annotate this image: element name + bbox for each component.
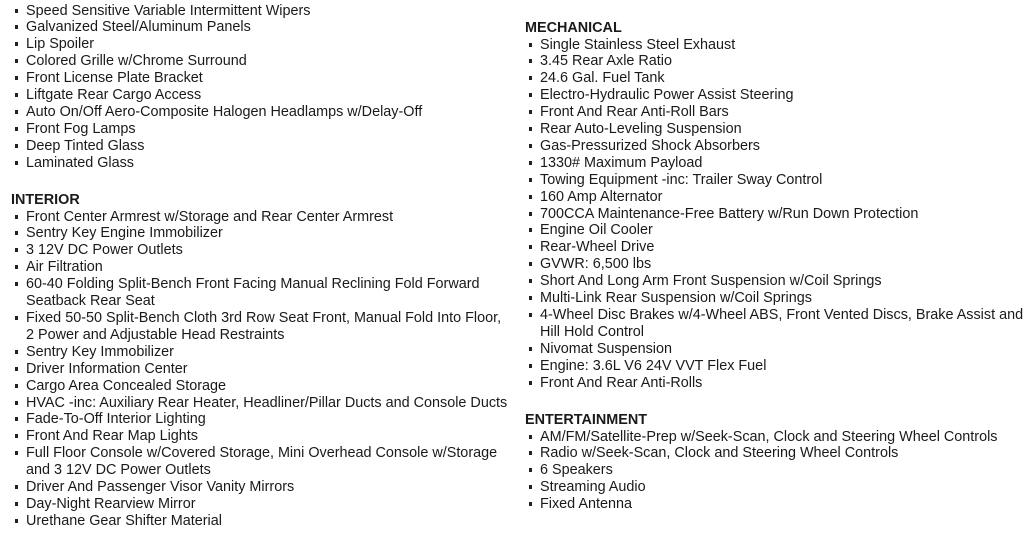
feature-item: Front And Rear Map Lights (11, 428, 511, 445)
feature-item: 4-Wheel Disc Brakes w/4-Wheel ABS, Front Vented Discs, Brake Assist and Hill Hold Control (525, 307, 1024, 341)
feature-item: Sentry Key Immobilizer (11, 344, 511, 361)
section-heading: INTERIOR (11, 191, 80, 208)
feature-item: GVWR: 6,500 lbs (525, 256, 1024, 273)
feature-item: Electro-Hydraulic Power Assist Steering (525, 87, 1024, 104)
feature-item: Rear-Wheel Drive (525, 239, 1024, 256)
feature-item: Driver Information Center (11, 361, 511, 378)
feature-item: 160 Amp Alternator (525, 189, 1024, 206)
feature-item: Fade-To-Off Interior Lighting (11, 411, 511, 428)
feature-item: 700CCA Maintenance-Free Battery w/Run Down Protection (525, 206, 1024, 223)
feature-item: Fixed Antenna (525, 496, 1024, 513)
feature-section (11, 192, 511, 530)
feature-item: Auto On/Off Aero-Composite Halogen Headlamps w/Delay-Off (11, 104, 511, 121)
feature-item: Front License Plate Bracket (11, 70, 511, 87)
feature-item: Multi-Link Rear Suspension w/Coil Springs (525, 290, 1024, 307)
feature-item: Front And Rear Anti-Rolls (525, 375, 1024, 392)
feature-section (525, 20, 1024, 392)
feature-item: Full Floor Console w/Covered Storage, Mini Overhead Console w/Storage and 3 12V DC Power Outlets (11, 445, 511, 479)
feature-section (11, 3, 511, 172)
feature-item: Engine Oil Cooler (525, 222, 1024, 239)
feature-item: Laminated Glass (11, 155, 511, 172)
feature-item: Engine: 3.6L V6 24V VVT Flex Fuel (525, 358, 1024, 375)
feature-item: Urethane Gear Shifter Material (11, 513, 511, 530)
feature-item: Sentry Key Engine Immobilizer (11, 225, 511, 242)
section-heading: MECHANICAL (525, 19, 622, 36)
feature-item: Nivomat Suspension (525, 341, 1024, 358)
feature-item: Day-Night Rearview Mirror (11, 496, 511, 513)
feature-item: HVAC -inc: Auxiliary Rear Heater, Headliner/Pillar Ducts and Console Ducts (11, 395, 511, 412)
feature-item: Front Fog Lamps (11, 121, 511, 138)
feature-item: Rear Auto-Leveling Suspension (525, 121, 1024, 138)
feature-item: 1330# Maximum Payload (525, 155, 1024, 172)
feature-item: Lip Spoiler (11, 36, 511, 53)
feature-item: 3 12V DC Power Outlets (11, 242, 511, 259)
feature-item: Short And Long Arm Front Suspension w/Coil Springs (525, 273, 1024, 290)
feature-item: Cargo Area Concealed Storage (11, 378, 511, 395)
feature-item: 3.45 Rear Axle Ratio (525, 53, 1024, 70)
feature-item: 24.6 Gal. Fuel Tank (525, 70, 1024, 87)
feature-item: Front Center Armrest w/Storage and Rear Center Armrest (11, 209, 511, 226)
section-heading: ENTERTAINMENT (525, 411, 648, 428)
feature-item: Towing Equipment -inc: Trailer Sway Control (525, 172, 1024, 189)
feature-item: Speed Sensitive Variable Intermittent Wipers (11, 3, 511, 20)
feature-item: Front And Rear Anti-Roll Bars (525, 104, 1024, 121)
feature-item: Galvanized Steel/Aluminum Panels (11, 19, 511, 36)
feature-item: 6 Speakers (525, 462, 1024, 479)
feature-list (525, 37, 1024, 392)
feature-item: Liftgate Rear Cargo Access (11, 87, 511, 104)
feature-item: Driver And Passenger Visor Vanity Mirrors (11, 479, 511, 496)
feature-section (525, 412, 1024, 514)
feature-item: AM/FM/Satellite-Prep w/Seek-Scan, Clock and Steering Wheel Controls (525, 429, 1024, 446)
feature-item: Radio w/Seek-Scan, Clock and Steering Wheel Controls (525, 445, 1024, 462)
feature-item: 60-40 Folding Split-Bench Front Facing Manual Reclining Fold Forward Seatback Rear Seat (11, 276, 511, 310)
feature-list (11, 209, 511, 530)
feature-list (11, 3, 511, 172)
feature-item: Air Filtration (11, 259, 511, 276)
feature-item: Deep Tinted Glass (11, 138, 511, 155)
feature-item: Streaming Audio (525, 479, 1024, 496)
feature-item: Colored Grille w/Chrome Surround (11, 53, 511, 70)
feature-item: Fixed 50-50 Split-Bench Cloth 3rd Row Seat Front, Manual Fold Into Floor, 2 Power and Adjustable Head Restraints (11, 310, 511, 344)
left-column (11, 3, 511, 530)
feature-item: Gas-Pressurized Shock Absorbers (525, 138, 1024, 155)
feature-list (525, 429, 1024, 514)
feature-item: Single Stainless Steel Exhaust (525, 37, 1024, 54)
right-column (525, 20, 1024, 514)
